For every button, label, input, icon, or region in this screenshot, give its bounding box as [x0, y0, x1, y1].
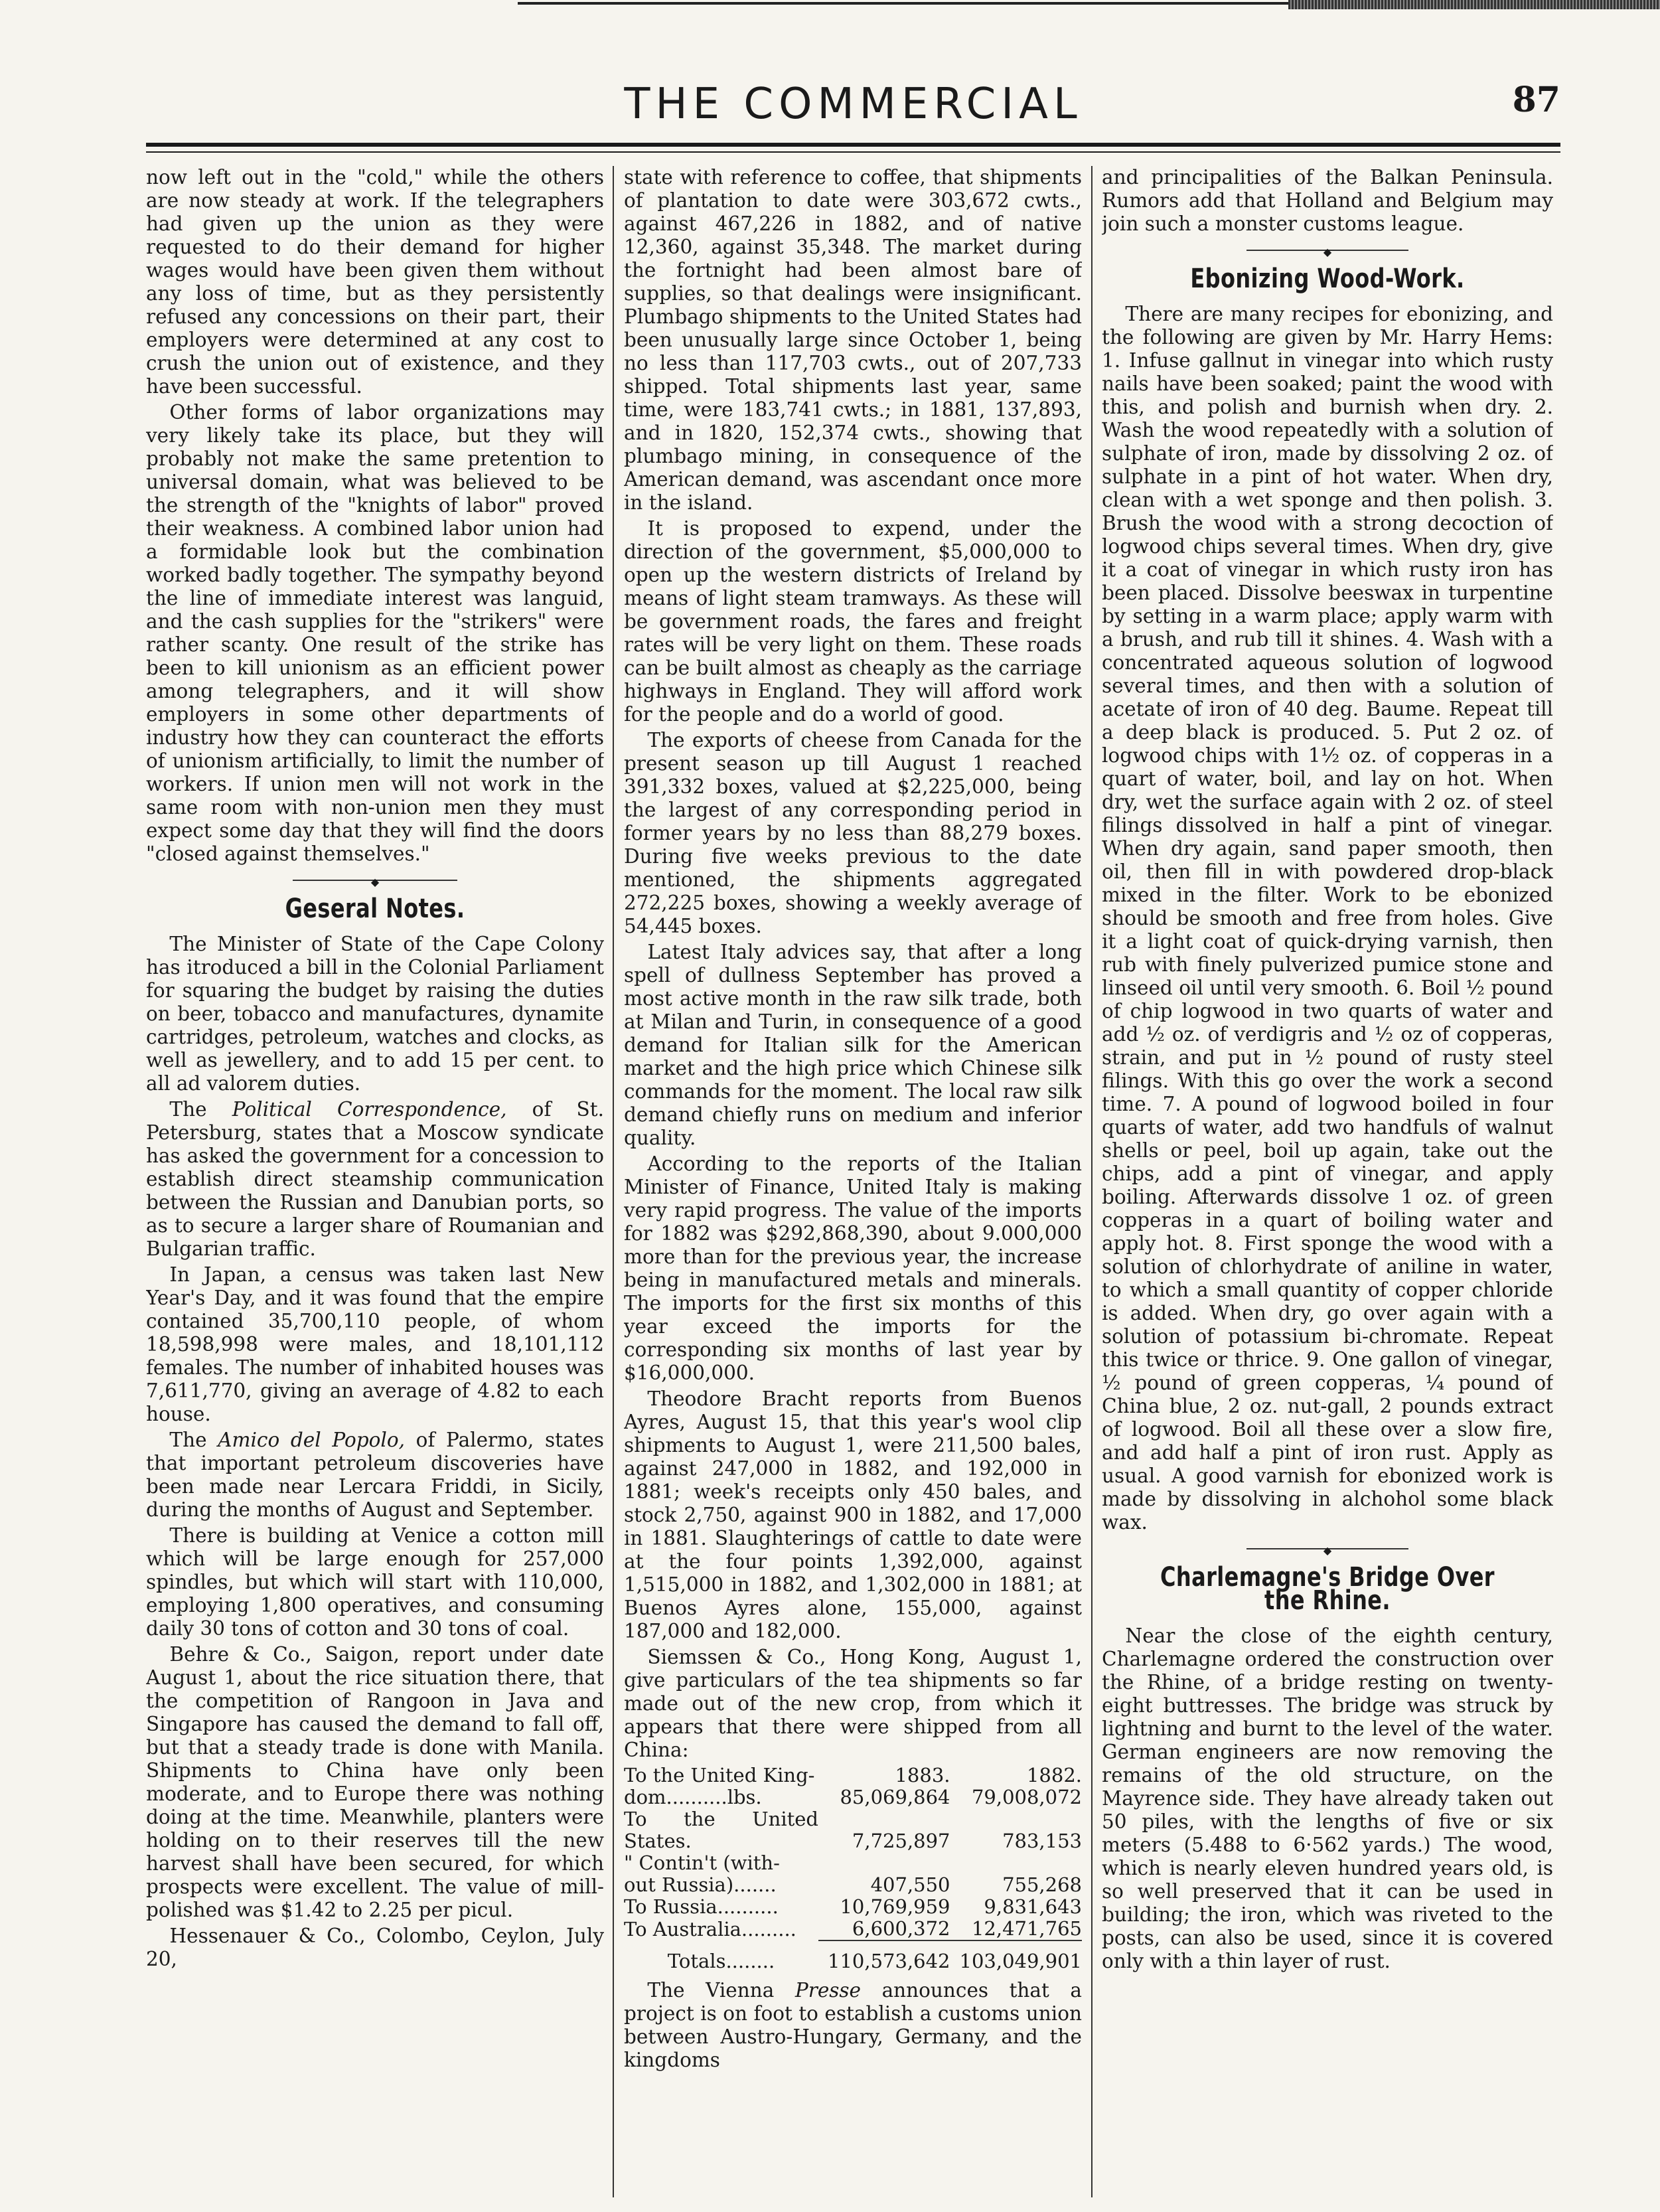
table-row — [624, 1918, 1082, 1940]
running-header — [146, 80, 1560, 133]
table-row — [624, 1874, 1082, 1896]
paragraph: Behre & Co., Saigon, report under date August 1, about the rice situation there, that the competition of Rangoon in Java and Singapore has caused the demand to fall off, but that a steady trade is done with Manila. Shipments to China have only been moderate, and to Europe there was nothing doing at the time. Meanwhile, planters were holding on to their reserves till the new harvest shall have been secured, for which prospects were excellent. The value of mill-polished was $1.42 to 2.25 per picul. — [146, 1643, 604, 1921]
table-cell: To the United King- — [624, 1764, 815, 1786]
column-2 — [624, 166, 1082, 2197]
paragraph: The Vienna Presse announces that a project is on foot to establish a customs union between Austro-Hungary, Germany, and the kingdoms — [624, 1979, 1082, 2071]
section-heading-charlemagne: Charlemagne's Bridge Over the Rhine. — [1160, 1562, 1495, 1616]
paragraph: The Minister of State of the Cape Colony has itroduced a bill in the Colonial Parliament for squaring the budget by raising the duties on beer, tobacco and manufactures, dynamite cartridges, petroleum, watches and clocks, as well as jewellery, and to add 15 per cent. to all ad valorem duties. — [146, 933, 604, 1095]
paragraph: It is proposed to expend, under the direction of the government, $5,000,000 to open up the western districts of Ireland by means of light steam tramways. As these will be government roads, the fares and freight rates will be very light on them. These roads can be built almost as cheaply as the carriage highways in England. They will afford work for the people and do a world of good. — [624, 517, 1082, 726]
paragraph: state with reference to coffee, that shipments of plantation to date were 303,672 cwts., against 467,226 in 1882, and of native 12,360, against 35,348. The market during the fortnight had been almost bare of supplies, so that dealings were insignificant. Plumbago shipments to the United States had been unusually large since October 1, being no less than 117,703 cwts., out of 207,733 shipped. Total shipments last year, same time, were 183,741 cwts.; in 1881, 137,893, and in 1820, 152,374 cwts., showing that plumbago mining, in consequence of the American demand, was ascendant once more in the island. — [624, 166, 1082, 514]
page-title: THE COMMERCIAL — [624, 80, 1083, 129]
column-divider-2 — [1091, 166, 1093, 2197]
section-ornament — [146, 876, 604, 884]
paragraph: The Amico del Popolo, of Palermo, states that important petroleum discoveries have been made near Lercara Friddi, in Sicily, during the months of August and September. — [146, 1429, 604, 1521]
table-cell: 9,831,643 — [984, 1895, 1082, 1918]
paragraph: Latest Italy advices say, that after a long spell of dullness September has proved a most active month in the raw silk trade, both at Milan and Turin, in consequence of a good demand for Italian silk for the American market and the high price which Chinese silk commands for the moment. The local raw silk demand chiefly runs on medium and inferior quality. — [624, 941, 1082, 1149]
table-cell: 6,600,372 — [852, 1917, 950, 1940]
paragraph: Near the close of the eighth century, Charlemagne ordered the construction over the Rhine, of a bridge resting on twenty-eight buttresses. The bridge was struck by lightning and burnt to the level of the water. German engineers are now removing the remains of the old structure, on the Mayrence side. They have already taken out 50 piles, with the lengths of five or six meters (5.488 to 6·562 yards.) The wood, which is nearly eleven hundred years old, is so well preserved that it can be used in building; the iron, which was riveted to the posts, can also be used, since it is covered only with a thin layer of rust. — [1102, 1624, 1553, 1972]
paragraph: There are many recipes for ebonizing, and the following are given by Mr. Harry Hems: 1. Infuse gallnut in vinegar into which rusty nails have been soaked; paint the wood with this, and polish and burnish when dry. 2. Wash the wood repeatedly with a solution of sulphate of iron, made by dissolving 2 oz. of sulphate in a pint of hot water. When dry, clean with a wet sponge and then polish. 3. Brush the wood with a strong decoction of logwood chips several times. When dry, give it a coat of vinegar in which rusty iron has been placed. Dissolve beeswax in turpentine by setting in a warm place; apply warm with a brush, and rub till it shines. 4. Wash with a concentrated aqueous solution of logwood several times, and then with a solution of acetate of iron of 40 deg. Baume. Repeat till a deep black is produced. 5. Put 2 oz. of logwood chips with 1½ oz. of copperas in a quart of water, boil, and lay on hot. When dry, wet the surface again with 2 oz. of steel filings dissolved in half a pint of vinegar. When dry again, sand paper smooth, then oil, then fill in with powdered drop-black mixed in the filter. Work to be ebonized should be smooth and free from holes. Give it a light coat of quick-drying varnish, then rub with finely pulverized pumice stone and linseed oil until very smooth. 6. Boil ½ pound of chip logwood in two quarts of water and add ½ oz. of verdigris and ½ oz of copperas, strain, and put in ½ pound of rusty steel filings. With this go over the work a second time. 7. A pound of logwood boiled in four quarts of water, add two handfuls of walnut shells or peel, boil up again, take out the chips, add a pint of vinegar, and apply boiling. Afterwards dissolve 1 oz. of green copperas in a quart of boiling water and apply hot. 8. First sponge the wood with a solution of chlorhydrate of aniline in water, to which a small quantity of copper chloride is added. When dry, go over again with a solution of potassium bi-chromate. Repeat this twice or thrice. 9. One gallon of vinegar, ½ pound of green copperas, ¼ pound of China blue, 2 oz. nut-gall, 2 pounds extract of logwood. Boil all these over a slow fire, and add half a pint of iron rust. Apply as usual. A good varnish for ebonized work is made by dissolving in alchohol some black wax. — [1102, 303, 1553, 1534]
header-rule-thin — [146, 151, 1560, 153]
table-cell: To the United States. — [624, 1808, 818, 1852]
table-total-row — [624, 1940, 1082, 1972]
table-cell: 783,153 — [1002, 1830, 1082, 1852]
table-cell: 12,471,765 — [971, 1917, 1082, 1940]
paragraph: According to the reports of the Italian Minister of Finance, United Italy is making very rapid progress. The value of the imports for 1882 was $292,868,390, about 9.000,000 more than for the previous year, the increase being in manufactured metals and minerals. The imports for the first six months of this year exceed the imports for the corresponding six months of last year by $16,000,000. — [624, 1152, 1082, 1384]
tea-shipments-table — [624, 1765, 1082, 1972]
table-cell: To Australia......... — [624, 1918, 796, 1940]
paragraph: Hessenauer & Co., Colombo, Ceylon, July 20, — [146, 1925, 604, 1970]
top-rule — [518, 2, 1288, 5]
paragraph: There is building at Venice a cotton mill which will be large enough for 257,000 spindles, but which will start with 110,000, employing 1,800 operatives, and consuming daily 30 tons of cotton and 30 tons of coal. — [146, 1524, 604, 1640]
paragraph: Siemssen & Co., Hong Kong, August 1, give particulars of the tea shipments so far made out of the new crop, from which it appears that there were shipped from all China: — [624, 1646, 1082, 1761]
page-number: 87 — [1512, 80, 1560, 120]
table-cell: 7,725,897 — [852, 1830, 950, 1852]
paragraph: Theodore Bracht reports from Buenos Ayres, August 15, that this year's wool clip shipments to August 1, were 211,500 bales, against 247,000 in 1882, and 192,000 in 1881; week's receipts only 450 bales, and stock 2,750, against 900 in 1882, and 17,000 in 1881. Slaughterings of cattle to date were at the four points 1,392,000, against 1,515,000 in 1882, and 1,302,000 in 1881; at Buenos Ayres alone, 155,000, against 187,000 and 182,000. — [624, 1387, 1082, 1642]
table-cell: 103,049,901 — [950, 1940, 1083, 1972]
table-cell: 407,550 — [870, 1873, 950, 1896]
section-heading-ebonizing: Ebonizing Wood-Work. — [1190, 264, 1465, 294]
table-row — [624, 1786, 1082, 1808]
header-rule-thick — [146, 143, 1560, 147]
scan-edge-texture — [1288, 0, 1660, 9]
table-row — [624, 1808, 1082, 1852]
table-cell: 79,008,072 — [971, 1786, 1082, 1808]
table-cell: 110,573,642 — [818, 1940, 950, 1972]
table-cell: " Contin't (with- — [624, 1852, 780, 1874]
table-row — [624, 1896, 1082, 1918]
section-ornament — [1102, 1545, 1553, 1553]
table-cell: 755,268 — [1002, 1873, 1082, 1896]
paragraph: now left out in the "cold," while the others are now steady at work. If the telegraphers had given up the union as they were requested to do their demand for higher wages would have been given them without any loss of time, but as they persistently refused any concessions on their part, their employers were determined at any cost to crush the union out of existence, and they have been successful. — [146, 166, 604, 398]
table-cell: 1883. — [895, 1764, 950, 1786]
paragraph: In Japan, a census was taken last New Year's Day, and it was found that the empire contained 35,700,110 people, of whom 18,598,998 were males, and 18,101,112 females. The number of inhabited houses was 7,611,770, giving an average of 4.82 to each house. — [146, 1263, 604, 1425]
table-header-row — [624, 1765, 1082, 1786]
table-cell: 1882. — [1026, 1764, 1082, 1786]
table-cell: 85,069,864 — [840, 1786, 950, 1808]
table-cell — [950, 1852, 1083, 1874]
table-cell: 10,769,959 — [840, 1895, 950, 1918]
paragraph: The Political Correspondence, of St. Petersburg, states that a Moscow syndicate has asked the government for a concession to establish direct steamship communication between the Russian and Danubian ports, so as to secure a larger share of Roumanian and Bulgarian traffic. — [146, 1098, 604, 1260]
section-ornament — [1102, 246, 1553, 254]
top-edge-marks — [0, 0, 1660, 11]
column-divider-1 — [613, 166, 614, 2197]
table-cell: dom..........lbs. — [624, 1786, 762, 1808]
table-row — [624, 1852, 1082, 1874]
section-heading-general-notes: Geseral Notes. — [285, 894, 465, 924]
table-cell: To Russia.......... — [624, 1895, 779, 1918]
column-1 — [146, 166, 604, 2197]
table-cell — [818, 1852, 950, 1874]
paragraph: Other forms of labor organizations may very likely take its place, but they will probably not make the same pretention to universal domain, what was believed to be the strength of the "knights of labor" proved their weakness. A combined labor union had a formidable look but the combination worked badly together. The sympathy beyond the line of immediate interest was languid, and the cash supplies for the "strikers" were rather scanty. One result of the strike has been to kill unionism as an efficient power among telegraphers, and it will show employers in some other departments of industry how they can counteract the efforts of unionism artificially, to limit the number of workers. If union men will not work in the same room with non-union men they must expect some day that they will find the doors "closed against themselves." — [146, 401, 604, 865]
table-cell: Totals........ — [667, 1950, 775, 1972]
column-3 — [1102, 166, 1553, 2197]
table-cell: out Russia)....... — [624, 1873, 777, 1896]
paragraph: The exports of cheese from Canada for the present season up till August 1 reached 391,332 boxes, valued at $2,225,000, being the largest of any corresponding period in former years by no less than 88,279 boxes. During five weeks previous to the date mentioned, the shipments aggregated 272,225 boxes, showing a weekly average of 54,445 boxes. — [624, 729, 1082, 937]
paragraph: and principalities of the Balkan Peninsula. Rumors add that Holland and Belgium may join such a monster customs league. — [1102, 166, 1553, 235]
